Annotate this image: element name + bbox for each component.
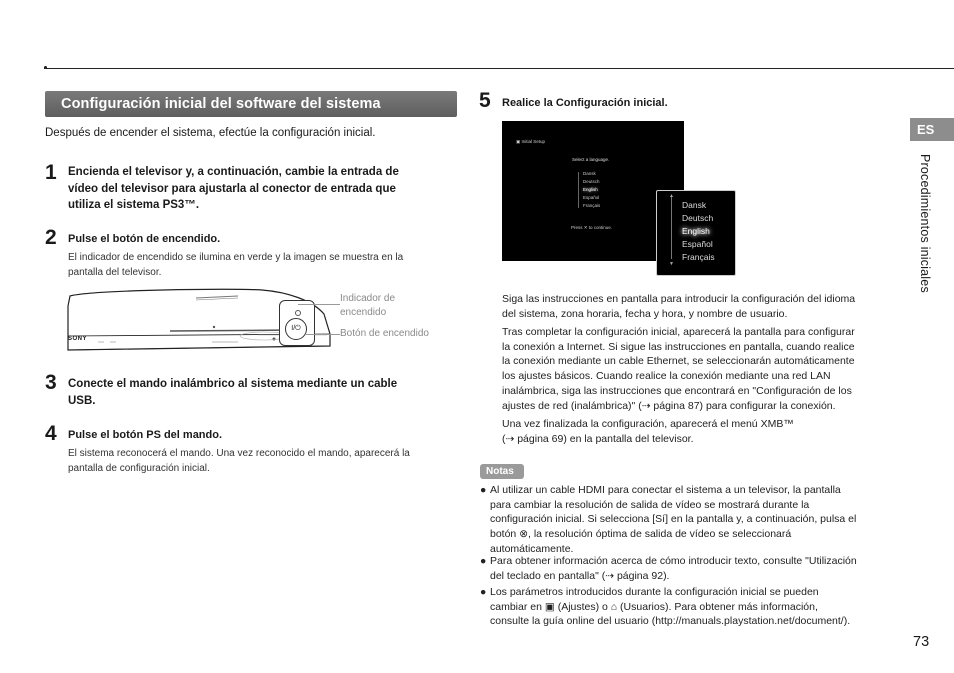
step-4-title: Pulse el botón PS del mando. <box>68 429 223 441</box>
popup-language-item: Español <box>682 239 713 249</box>
bullet-icon: ● <box>480 484 487 496</box>
screen-language-item: Español <box>583 195 600 200</box>
sony-logo: SONY <box>68 336 88 342</box>
language-tab-label: ES <box>917 122 935 137</box>
callout-line-button <box>305 334 340 335</box>
paragraph-line: Una vez finalizada la configuración, aparecerá el menú XMB™ <box>502 418 794 430</box>
step-1-line: utiliza el sistema PS3™. <box>68 199 200 211</box>
screen-language-list <box>583 170 600 210</box>
screen-language-item: Français <box>583 203 601 208</box>
note-line: consulte la guía online del usuario (http://manuals.playstation.net/document/). <box>490 615 851 628</box>
step-4-body <box>68 446 460 476</box>
section-title: Configuración inicial del software del sistema <box>61 96 381 112</box>
popup-arrow-down-icon: ▼ <box>669 261 674 267</box>
popup-language-item: Deutsch <box>682 213 714 223</box>
screen-prompt: Select a language. <box>572 157 610 162</box>
note-line: Para obtener información acerca de cómo introducir texto, consulte "Utilización <box>490 555 857 567</box>
paragraph-line: Siga las instrucciones en pantalla para introducir la configuración del idioma <box>502 293 856 305</box>
popup-scrollbar <box>671 197 672 259</box>
popup-language-item: Dansk <box>682 200 707 210</box>
paragraph-line: los ajustes básicos. Cuando realice la conexión mediante una red LAN <box>502 370 831 383</box>
popup-language-list <box>682 199 715 264</box>
top-rule <box>44 68 954 69</box>
note-line: cambiar en ▣ (Ajustes) o ⌂ (Usuarios). Para obtener más información, <box>490 600 818 613</box>
paragraph-line: la conexión mediante un cable Ethernet, se seleccionarán automáticamente <box>502 355 855 368</box>
paragraph-line: (⇢ página 69) en la pantalla del televisor. <box>502 432 694 445</box>
note-line: botón ⊗, la resolución óptima de salida de vídeo se seleccionará <box>490 528 792 541</box>
popup-language-item-selected: English <box>682 226 710 236</box>
note-line: Los parámetros introducidos durante la configuración inicial se pueden <box>490 586 819 598</box>
step-5-number: 5 <box>479 89 491 112</box>
power-indicator-icon <box>295 310 301 316</box>
paragraph-line: del sistema, zona horaria, fecha y hora, y nombre de usuario. <box>502 307 788 320</box>
step-3-text <box>68 376 453 409</box>
step-5-title: Realice la Configuración inicial. <box>502 97 668 109</box>
paragraph-line: la conexión a Internet. Si sigue las instrucciones en pantalla, cuando realice <box>502 340 855 353</box>
top-rule-dot <box>44 66 47 69</box>
page-number: 73 <box>913 634 930 650</box>
step-1-line: Encienda el televisor y, a continuación, cambie la entrada de <box>68 166 399 178</box>
callout-line-indicator <box>298 304 340 305</box>
paragraph-3 <box>502 417 892 446</box>
paragraph-line: inalámbrica, siga las instrucciones que encontrará en "Configuración de los <box>502 384 852 397</box>
screen-language-item: English <box>583 187 598 192</box>
notes-label: Notas <box>486 466 514 477</box>
popup-arrow-up-icon: ▲ <box>669 193 674 199</box>
callout-indicator-line: Indicador de <box>340 293 396 304</box>
step-2-number: 2 <box>45 226 57 249</box>
step-1-number: 1 <box>45 161 57 184</box>
note-3 <box>490 585 892 629</box>
screen-language-item: Deutsch <box>583 179 600 184</box>
screen-header-text: Initial Setup <box>521 139 546 144</box>
paragraph-1 <box>502 292 892 321</box>
callout-indicator-label <box>340 292 395 320</box>
intro-text: Después de encender el sistema, efectúe la configuración inicial. <box>45 127 376 139</box>
note-line: Al utilizar un cable HDMI para conectar el sistema a un televisor, la pantalla <box>490 484 841 496</box>
step-2-line: pantalla del televisor. <box>68 267 162 278</box>
step-4-line: El sistema reconocerá el mando. Una vez reconocido el mando, aparecerá la <box>68 448 410 459</box>
callout-indicator-line: encendido <box>340 307 387 318</box>
screen-language-item: Dansk <box>583 171 596 176</box>
step-3-line: USB. <box>68 394 96 407</box>
note-1 <box>490 483 892 557</box>
note-line: configuración inicial. Si selecciona [Sí] en la pantalla y, a continuación, pulsa el <box>490 513 857 526</box>
screen-header: ▣ Initial Setup <box>516 139 546 144</box>
popup-language-item: Français <box>682 252 715 262</box>
step-2-title: Pulse el botón de encendido. <box>68 233 221 245</box>
step-3-line: Conecte el mando inalámbrico al sistema mediante un cable <box>68 378 398 390</box>
side-section-label: Procedimientos iniciales <box>918 154 932 293</box>
paragraph-line: Tras completar la configuración inicial, aparecerá la pantalla para configurar <box>502 326 855 338</box>
note-line: automáticamente. <box>490 542 574 555</box>
bullet-icon: ● <box>480 555 487 567</box>
callout-button-label: Botón de encendido <box>340 328 429 339</box>
step-2-body <box>68 250 458 280</box>
step-2-line: El indicador de encendido se ilumina en verde y la imagen se muestra en la <box>68 252 404 263</box>
power-button-icon: I/⏻ <box>285 318 307 340</box>
screen-scrollbar <box>578 172 579 208</box>
step-3-number: 3 <box>45 371 57 394</box>
paragraph-2 <box>502 325 892 413</box>
note-2 <box>490 554 892 583</box>
screen-footer: Press ✕ to continue. <box>571 225 613 230</box>
note-line: del teclado en pantalla" (⇢ página 92). <box>490 569 670 582</box>
step-4-line: pantalla de configuración inicial. <box>68 463 210 474</box>
step-1-text <box>68 164 453 214</box>
step-4-number: 4 <box>45 422 57 445</box>
bullet-icon: ● <box>480 586 487 598</box>
paragraph-line: ajustes de red (inalámbrica)" (⇢ página 87) para configurar la conexión. <box>502 399 836 412</box>
step-1-line: vídeo del televisor para ajustarla al conector de entrada que <box>68 182 396 195</box>
note-line: para cambiar la resolución de salida de vídeo se mostrará durante la <box>490 498 810 511</box>
